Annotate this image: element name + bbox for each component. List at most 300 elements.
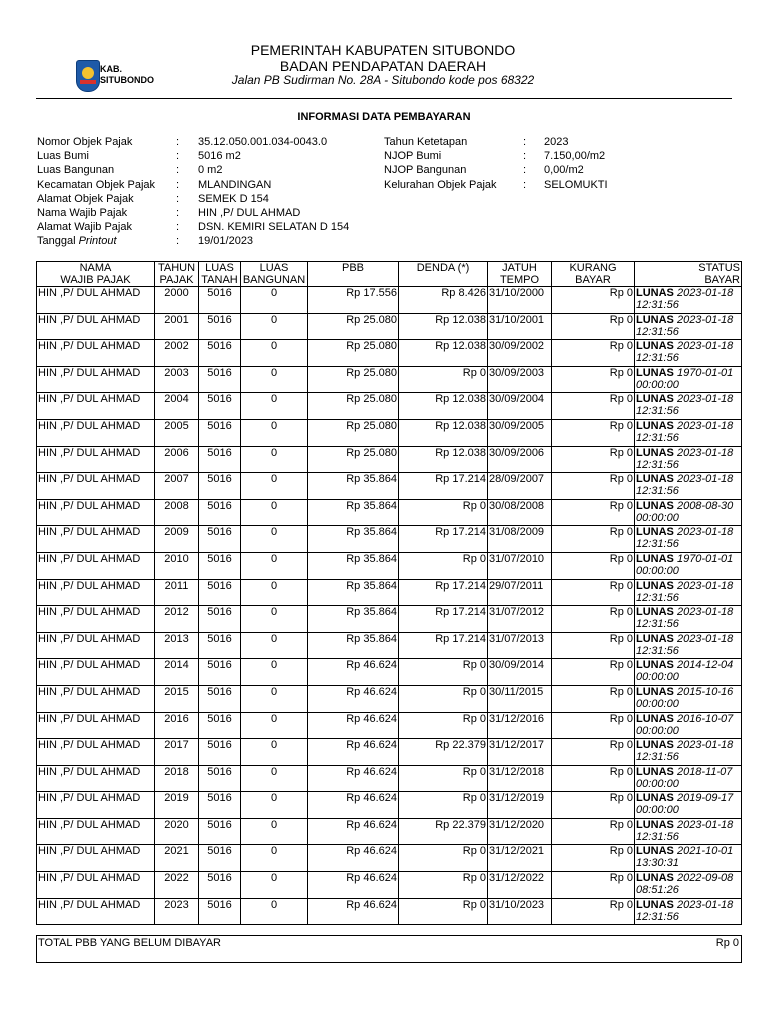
table-row bbox=[37, 393, 742, 420]
table-row bbox=[37, 872, 742, 899]
column-header-line2: TANAH bbox=[201, 274, 238, 286]
cell-status bbox=[635, 393, 742, 420]
cell-nama: HIN ,P/ DUL AHMAD bbox=[37, 659, 155, 686]
status-date: 2023-01-18 bbox=[676, 898, 734, 911]
cell-pbb: Rp 35.864 bbox=[308, 552, 399, 579]
cell-status bbox=[635, 552, 742, 579]
column-header-line1: PBB bbox=[341, 262, 364, 274]
table-row bbox=[37, 419, 742, 446]
cell-luas-tanah: 5016 bbox=[199, 473, 241, 500]
cell-nama: HIN ,P/ DUL AHMAD bbox=[37, 818, 155, 845]
status-label: LUNAS bbox=[636, 499, 674, 512]
cell-pbb: Rp 46.624 bbox=[308, 739, 399, 766]
cell-tahun: 2023 bbox=[155, 898, 199, 925]
cell-jatuh-tempo: 30/11/2015 bbox=[488, 685, 552, 712]
status-label: LUNAS bbox=[636, 366, 674, 379]
info-label: Kecamatan Objek Pajak bbox=[37, 178, 156, 191]
info-colon: : bbox=[176, 192, 180, 205]
status-label: LUNAS bbox=[636, 765, 674, 778]
total-value: Rp 0 bbox=[715, 937, 739, 949]
cell-kurang-bayar: Rp 0 bbox=[552, 765, 635, 792]
status-date: 2022-09-08 bbox=[676, 872, 734, 885]
cell-denda: Rp 17.214 bbox=[399, 473, 488, 500]
cell-luas-tanah: 5016 bbox=[199, 552, 241, 579]
header-divider bbox=[36, 98, 732, 99]
cell-luas-tanah: 5016 bbox=[199, 526, 241, 553]
cell-jatuh-tempo: 31/12/2019 bbox=[488, 792, 552, 819]
shield-emblem-icon bbox=[76, 60, 100, 92]
cell-luas-bangunan: 0 bbox=[241, 287, 308, 314]
cell-nama: HIN ,P/ DUL AHMAD bbox=[37, 287, 155, 314]
info-colon: : bbox=[176, 178, 180, 191]
cell-kurang-bayar: Rp 0 bbox=[552, 366, 635, 393]
info-colon: : bbox=[176, 164, 180, 177]
cell-denda: Rp 17.214 bbox=[399, 632, 488, 659]
column-header bbox=[308, 262, 399, 287]
status-date: 2023-01-18 bbox=[676, 579, 734, 592]
column-header-line2: BANGUNAN bbox=[242, 274, 306, 286]
column-header-line2: WAJIB PAJAK bbox=[60, 274, 131, 286]
cell-status bbox=[635, 473, 742, 500]
cell-luas-tanah: 5016 bbox=[199, 340, 241, 367]
table-row bbox=[37, 526, 742, 553]
cell-status bbox=[635, 579, 742, 606]
cell-pbb: Rp 17.556 bbox=[308, 287, 399, 314]
table-row bbox=[37, 739, 742, 766]
cell-luas-bangunan: 0 bbox=[241, 313, 308, 340]
table-row bbox=[37, 632, 742, 659]
info-value: 5016 m2 bbox=[198, 150, 241, 163]
info-label: Alamat Wajib Pajak bbox=[37, 221, 132, 234]
status-label: LUNAS bbox=[636, 313, 674, 326]
status-date: 1970-01-01 bbox=[676, 366, 734, 379]
cell-status bbox=[635, 313, 742, 340]
cell-luas-bangunan: 0 bbox=[241, 632, 308, 659]
info-colon: : bbox=[176, 207, 180, 219]
status-date: 2023-01-18 bbox=[676, 340, 734, 353]
info-value: 0,00/m2 bbox=[544, 164, 584, 177]
table-row bbox=[37, 499, 742, 526]
cell-jatuh-tempo: 31/07/2010 bbox=[488, 552, 552, 579]
column-header-line1: LUAS bbox=[259, 262, 289, 274]
cell-luas-tanah: 5016 bbox=[199, 579, 241, 606]
cell-denda: Rp 12.038 bbox=[399, 340, 488, 367]
table-body bbox=[37, 287, 742, 925]
cell-status bbox=[635, 499, 742, 526]
cell-pbb: Rp 25.080 bbox=[308, 419, 399, 446]
status-label: LUNAS bbox=[636, 287, 674, 299]
cell-pbb: Rp 46.624 bbox=[308, 712, 399, 739]
cell-tahun: 2000 bbox=[155, 287, 199, 314]
cell-nama: HIN ,P/ DUL AHMAD bbox=[37, 313, 155, 340]
status-date: 2023-01-18 bbox=[676, 473, 734, 486]
cell-luas-tanah: 5016 bbox=[199, 393, 241, 420]
cell-luas-bangunan: 0 bbox=[241, 606, 308, 633]
cell-jatuh-tempo: 30/09/2005 bbox=[488, 419, 552, 446]
cell-luas-tanah: 5016 bbox=[199, 313, 241, 340]
info-value: MLANDINGAN bbox=[198, 178, 272, 191]
status-label: LUNAS bbox=[636, 712, 674, 725]
cell-tahun: 2021 bbox=[155, 845, 199, 872]
status-date: 2023-01-18 bbox=[676, 606, 734, 619]
cell-luas-tanah: 5016 bbox=[199, 287, 241, 314]
column-header bbox=[241, 262, 308, 287]
cell-nama: HIN ,P/ DUL AHMAD bbox=[37, 845, 155, 872]
cell-status bbox=[635, 898, 742, 925]
cell-denda: Rp 12.038 bbox=[399, 419, 488, 446]
status-label: LUNAS bbox=[636, 872, 674, 885]
cell-kurang-bayar: Rp 0 bbox=[552, 393, 635, 420]
cell-pbb: Rp 46.624 bbox=[308, 845, 399, 872]
cell-luas-tanah: 5016 bbox=[199, 712, 241, 739]
cell-denda: Rp 0 bbox=[399, 872, 488, 899]
cell-kurang-bayar: Rp 0 bbox=[552, 419, 635, 446]
cell-luas-tanah: 5016 bbox=[199, 685, 241, 712]
table-row bbox=[37, 446, 742, 473]
cell-luas-tanah: 5016 bbox=[199, 606, 241, 633]
cell-tahun: 2003 bbox=[155, 366, 199, 393]
info-value: DSN. KEMIRI SELATAN D 154 bbox=[198, 221, 350, 234]
cell-luas-tanah: 5016 bbox=[199, 446, 241, 473]
table-row bbox=[37, 659, 742, 686]
cell-status bbox=[635, 606, 742, 633]
cell-kurang-bayar: Rp 0 bbox=[552, 632, 635, 659]
cell-kurang-bayar: Rp 0 bbox=[552, 340, 635, 367]
cell-nama: HIN ,P/ DUL AHMAD bbox=[37, 898, 155, 925]
column-header-line1: JATUH bbox=[502, 262, 537, 274]
table-row bbox=[37, 313, 742, 340]
info-value: 7.150,00/m2 bbox=[544, 150, 606, 163]
logo-line1: KAB. bbox=[100, 64, 122, 74]
info-left-block bbox=[37, 136, 367, 252]
cell-luas-tanah: 5016 bbox=[199, 499, 241, 526]
status-time: 12:31:56 bbox=[636, 830, 679, 843]
cell-jatuh-tempo: 31/12/2020 bbox=[488, 818, 552, 845]
status-time: 00:00:00 bbox=[636, 671, 679, 684]
cell-luas-tanah: 5016 bbox=[199, 872, 241, 899]
table-row bbox=[37, 287, 742, 314]
cell-jatuh-tempo: 31/07/2012 bbox=[488, 606, 552, 633]
cell-denda: Rp 8.426 bbox=[399, 287, 488, 314]
status-label: LUNAS bbox=[636, 606, 674, 619]
cell-kurang-bayar: Rp 0 bbox=[552, 499, 635, 526]
cell-luas-bangunan: 0 bbox=[241, 552, 308, 579]
cell-tahun: 2001 bbox=[155, 313, 199, 340]
info-value: 35.12.050.001.034-0043.0 bbox=[198, 136, 328, 148]
cell-tahun: 2007 bbox=[155, 473, 199, 500]
cell-kurang-bayar: Rp 0 bbox=[552, 473, 635, 500]
cell-tahun: 2002 bbox=[155, 340, 199, 367]
cell-jatuh-tempo: 28/09/2007 bbox=[488, 473, 552, 500]
cell-denda: Rp 0 bbox=[399, 552, 488, 579]
info-label: Alamat Objek Pajak bbox=[37, 192, 134, 205]
status-time: 00:00:00 bbox=[636, 378, 679, 391]
cell-denda: Rp 12.038 bbox=[399, 393, 488, 420]
cell-pbb: Rp 25.080 bbox=[308, 340, 399, 367]
cell-luas-bangunan: 0 bbox=[241, 792, 308, 819]
status-time: 12:31:56 bbox=[636, 538, 679, 551]
status-time: 00:00:00 bbox=[636, 697, 679, 710]
cell-nama: HIN ,P/ DUL AHMAD bbox=[37, 473, 155, 500]
cell-tahun: 2020 bbox=[155, 818, 199, 845]
info-label: NJOP Bangunan bbox=[384, 164, 467, 177]
cell-status bbox=[635, 872, 742, 899]
cell-denda: Rp 17.214 bbox=[399, 606, 488, 633]
status-label: LUNAS bbox=[636, 818, 674, 831]
status-label: LUNAS bbox=[636, 579, 674, 592]
status-time: 12:31:56 bbox=[636, 751, 679, 764]
cell-jatuh-tempo: 30/08/2008 bbox=[488, 499, 552, 526]
header-address: Jalan PB Sudirman No. 28A - Situbondo kode pos 68322 bbox=[231, 73, 535, 87]
cell-pbb: Rp 35.864 bbox=[308, 499, 399, 526]
cell-nama: HIN ,P/ DUL AHMAD bbox=[37, 499, 155, 526]
cell-status bbox=[635, 419, 742, 446]
column-header-line1: DENDA (*) bbox=[416, 262, 470, 274]
cell-nama: HIN ,P/ DUL AHMAD bbox=[37, 739, 155, 766]
status-time: 12:31:56 bbox=[636, 618, 679, 631]
cell-denda: Rp 0 bbox=[399, 712, 488, 739]
status-time: 00:00:00 bbox=[636, 511, 679, 524]
status-date: 2015-10-16 bbox=[676, 685, 734, 698]
column-header bbox=[155, 262, 199, 287]
column-header-line1: NAMA bbox=[79, 262, 112, 274]
document-title: INFORMASI DATA PEMBAYARAN bbox=[297, 111, 471, 123]
cell-pbb: Rp 25.080 bbox=[308, 393, 399, 420]
cell-status bbox=[635, 340, 742, 367]
info-colon: : bbox=[523, 178, 527, 191]
table-row bbox=[37, 765, 742, 792]
cell-luas-tanah: 5016 bbox=[199, 366, 241, 393]
cell-nama: HIN ,P/ DUL AHMAD bbox=[37, 872, 155, 899]
cell-status bbox=[635, 818, 742, 845]
status-label: LUNAS bbox=[636, 898, 674, 911]
cell-luas-tanah: 5016 bbox=[199, 898, 241, 925]
cell-luas-tanah: 5016 bbox=[199, 632, 241, 659]
status-label: LUNAS bbox=[636, 792, 674, 805]
cell-status bbox=[635, 845, 742, 872]
status-label: LUNAS bbox=[636, 632, 674, 645]
cell-tahun: 2006 bbox=[155, 446, 199, 473]
column-header-line1: LUAS bbox=[205, 262, 234, 274]
cell-pbb: Rp 35.864 bbox=[308, 526, 399, 553]
cell-status bbox=[635, 792, 742, 819]
cell-tahun: 2009 bbox=[155, 526, 199, 553]
table-row bbox=[37, 685, 742, 712]
info-colon: : bbox=[176, 235, 180, 248]
cell-denda: Rp 0 bbox=[399, 792, 488, 819]
cell-kurang-bayar: Rp 0 bbox=[552, 739, 635, 766]
cell-luas-bangunan: 0 bbox=[241, 659, 308, 686]
cell-kurang-bayar: Rp 0 bbox=[552, 606, 635, 633]
cell-kurang-bayar: Rp 0 bbox=[552, 659, 635, 686]
cell-tahun: 2010 bbox=[155, 552, 199, 579]
cell-jatuh-tempo: 30/09/2006 bbox=[488, 446, 552, 473]
status-date: 2023-01-18 bbox=[676, 739, 734, 752]
cell-jatuh-tempo: 31/10/2000 bbox=[488, 287, 552, 314]
cell-tahun: 2011 bbox=[155, 579, 199, 606]
info-label: Luas Bumi bbox=[37, 150, 89, 163]
cell-tahun: 2019 bbox=[155, 792, 199, 819]
status-time: 00:00:00 bbox=[636, 564, 679, 577]
cell-tahun: 2014 bbox=[155, 659, 199, 686]
status-label: LUNAS bbox=[636, 685, 674, 698]
column-header-line1: TAHUN bbox=[157, 262, 196, 274]
info-value: SEMEK D 154 bbox=[198, 192, 269, 205]
cell-jatuh-tempo: 31/10/2023 bbox=[488, 898, 552, 925]
cell-denda: Rp 17.214 bbox=[399, 579, 488, 606]
info-label: Luas Bangunan bbox=[37, 164, 115, 177]
cell-tahun: 2015 bbox=[155, 685, 199, 712]
header-title-government: PEMERINTAH KABUPATEN SITUBONDO bbox=[250, 42, 516, 58]
cell-luas-tanah: 5016 bbox=[199, 765, 241, 792]
cell-jatuh-tempo: 31/12/2016 bbox=[488, 712, 552, 739]
status-date: 2023-01-18 bbox=[676, 446, 734, 459]
cell-nama: HIN ,P/ DUL AHMAD bbox=[37, 446, 155, 473]
cell-luas-tanah: 5016 bbox=[199, 419, 241, 446]
cell-status bbox=[635, 632, 742, 659]
status-label: LUNAS bbox=[636, 419, 674, 432]
column-header-line2: PAJAK bbox=[159, 274, 194, 286]
column-header bbox=[37, 262, 155, 287]
status-time: 00:00:00 bbox=[636, 724, 679, 737]
cell-tahun: 2018 bbox=[155, 765, 199, 792]
info-value: 19/01/2023 bbox=[198, 235, 254, 248]
status-time: 12:31:56 bbox=[636, 299, 679, 311]
cell-status bbox=[635, 366, 742, 393]
cell-luas-tanah: 5016 bbox=[199, 845, 241, 872]
status-time: 08:51:26 bbox=[636, 884, 679, 897]
status-label: LUNAS bbox=[636, 659, 674, 672]
cell-kurang-bayar: Rp 0 bbox=[552, 313, 635, 340]
column-header bbox=[199, 262, 241, 287]
column-header-line2: BAYAR bbox=[704, 274, 740, 286]
status-date: 2008-08-30 bbox=[676, 499, 734, 512]
cell-tahun: 2016 bbox=[155, 712, 199, 739]
status-label: LUNAS bbox=[636, 473, 674, 486]
cell-kurang-bayar: Rp 0 bbox=[552, 526, 635, 553]
cell-luas-bangunan: 0 bbox=[241, 712, 308, 739]
info-value: 2023 bbox=[544, 136, 569, 148]
cell-tahun: 2017 bbox=[155, 739, 199, 766]
info-value: 0 m2 bbox=[198, 164, 223, 177]
status-date: 2023-01-18 bbox=[676, 632, 734, 645]
cell-tahun: 2022 bbox=[155, 872, 199, 899]
info-label-italic: Printout bbox=[78, 235, 117, 248]
cell-denda: Rp 0 bbox=[399, 685, 488, 712]
total-box bbox=[36, 935, 742, 963]
cell-denda: Rp 0 bbox=[399, 659, 488, 686]
status-label: LUNAS bbox=[636, 446, 674, 459]
cell-jatuh-tempo: 31/12/2021 bbox=[488, 845, 552, 872]
header-title-agency: BADAN PENDAPATAN DAERAH bbox=[279, 58, 487, 74]
column-header bbox=[399, 262, 488, 287]
cell-nama: HIN ,P/ DUL AHMAD bbox=[37, 792, 155, 819]
cell-pbb: Rp 46.624 bbox=[308, 685, 399, 712]
cell-kurang-bayar: Rp 0 bbox=[552, 872, 635, 899]
status-time: 00:00:00 bbox=[636, 804, 679, 817]
cell-luas-bangunan: 0 bbox=[241, 526, 308, 553]
cell-status bbox=[635, 526, 742, 553]
info-label: Kelurahan Objek Pajak bbox=[384, 178, 497, 191]
cell-denda: Rp 12.038 bbox=[399, 446, 488, 473]
cell-status bbox=[635, 765, 742, 792]
cell-status bbox=[635, 659, 742, 686]
cell-tahun: 2013 bbox=[155, 632, 199, 659]
status-date: 2014-12-04 bbox=[676, 659, 734, 672]
table-row bbox=[37, 792, 742, 819]
logo-line2: SITUBONDO bbox=[100, 75, 154, 85]
cell-luas-tanah: 5016 bbox=[199, 739, 241, 766]
status-label: LUNAS bbox=[636, 552, 674, 565]
cell-nama: HIN ,P/ DUL AHMAD bbox=[37, 579, 155, 606]
column-header bbox=[552, 262, 635, 287]
cell-nama: HIN ,P/ DUL AHMAD bbox=[37, 366, 155, 393]
status-date: 2023-01-18 bbox=[676, 313, 734, 326]
cell-jatuh-tempo: 30/09/2004 bbox=[488, 393, 552, 420]
table-row bbox=[37, 712, 742, 739]
cell-tahun: 2008 bbox=[155, 499, 199, 526]
cell-status bbox=[635, 685, 742, 712]
column-header bbox=[635, 262, 742, 287]
status-date: 2023-01-18 bbox=[676, 419, 734, 432]
cell-kurang-bayar: Rp 0 bbox=[552, 287, 635, 314]
cell-jatuh-tempo: 31/07/2013 bbox=[488, 632, 552, 659]
cell-pbb: Rp 35.864 bbox=[308, 473, 399, 500]
cell-pbb: Rp 25.080 bbox=[308, 366, 399, 393]
status-label: LUNAS bbox=[636, 340, 674, 353]
status-time: 13:30:31 bbox=[636, 857, 679, 870]
cell-luas-bangunan: 0 bbox=[241, 818, 308, 845]
info-colon: : bbox=[523, 164, 527, 177]
column-header-line2: TEMPO bbox=[499, 274, 540, 286]
info-colon: : bbox=[176, 221, 180, 234]
status-time: 12:31:56 bbox=[636, 325, 679, 338]
cell-tahun: 2012 bbox=[155, 606, 199, 633]
info-label: NJOP Bumi bbox=[384, 150, 442, 163]
cell-status bbox=[635, 739, 742, 766]
cell-denda: Rp 17.214 bbox=[399, 526, 488, 553]
info-label: Nomor Objek Pajak bbox=[37, 136, 133, 148]
cell-kurang-bayar: Rp 0 bbox=[552, 898, 635, 925]
status-date: 2018-11-07 bbox=[676, 765, 733, 778]
table-row bbox=[37, 579, 742, 606]
status-label: LUNAS bbox=[636, 739, 674, 752]
cell-pbb: Rp 46.624 bbox=[308, 765, 399, 792]
cell-kurang-bayar: Rp 0 bbox=[552, 712, 635, 739]
cell-kurang-bayar: Rp 0 bbox=[552, 552, 635, 579]
payment-table bbox=[36, 261, 742, 925]
cell-denda: Rp 0 bbox=[399, 845, 488, 872]
cell-luas-bangunan: 0 bbox=[241, 845, 308, 872]
cell-jatuh-tempo: 31/12/2022 bbox=[488, 872, 552, 899]
status-label: LUNAS bbox=[636, 526, 674, 539]
cell-pbb: Rp 46.624 bbox=[308, 659, 399, 686]
cell-nama: HIN ,P/ DUL AHMAD bbox=[37, 606, 155, 633]
info-value: HIN ,P/ DUL AHMAD bbox=[198, 207, 301, 219]
info-label bbox=[37, 235, 117, 247]
table-row bbox=[37, 340, 742, 367]
cell-pbb: Rp 46.624 bbox=[308, 818, 399, 845]
status-date: 2023-01-18 bbox=[676, 393, 734, 406]
cell-jatuh-tempo: 31/08/2009 bbox=[488, 526, 552, 553]
cell-luas-bangunan: 0 bbox=[241, 685, 308, 712]
status-label: LUNAS bbox=[636, 393, 674, 406]
table-row bbox=[37, 366, 742, 393]
cell-nama: HIN ,P/ DUL AHMAD bbox=[37, 712, 155, 739]
cell-jatuh-tempo: 30/09/2003 bbox=[488, 366, 552, 393]
status-date: 2019-09-17 bbox=[676, 792, 734, 805]
status-date: 2023-01-18 bbox=[676, 526, 734, 539]
